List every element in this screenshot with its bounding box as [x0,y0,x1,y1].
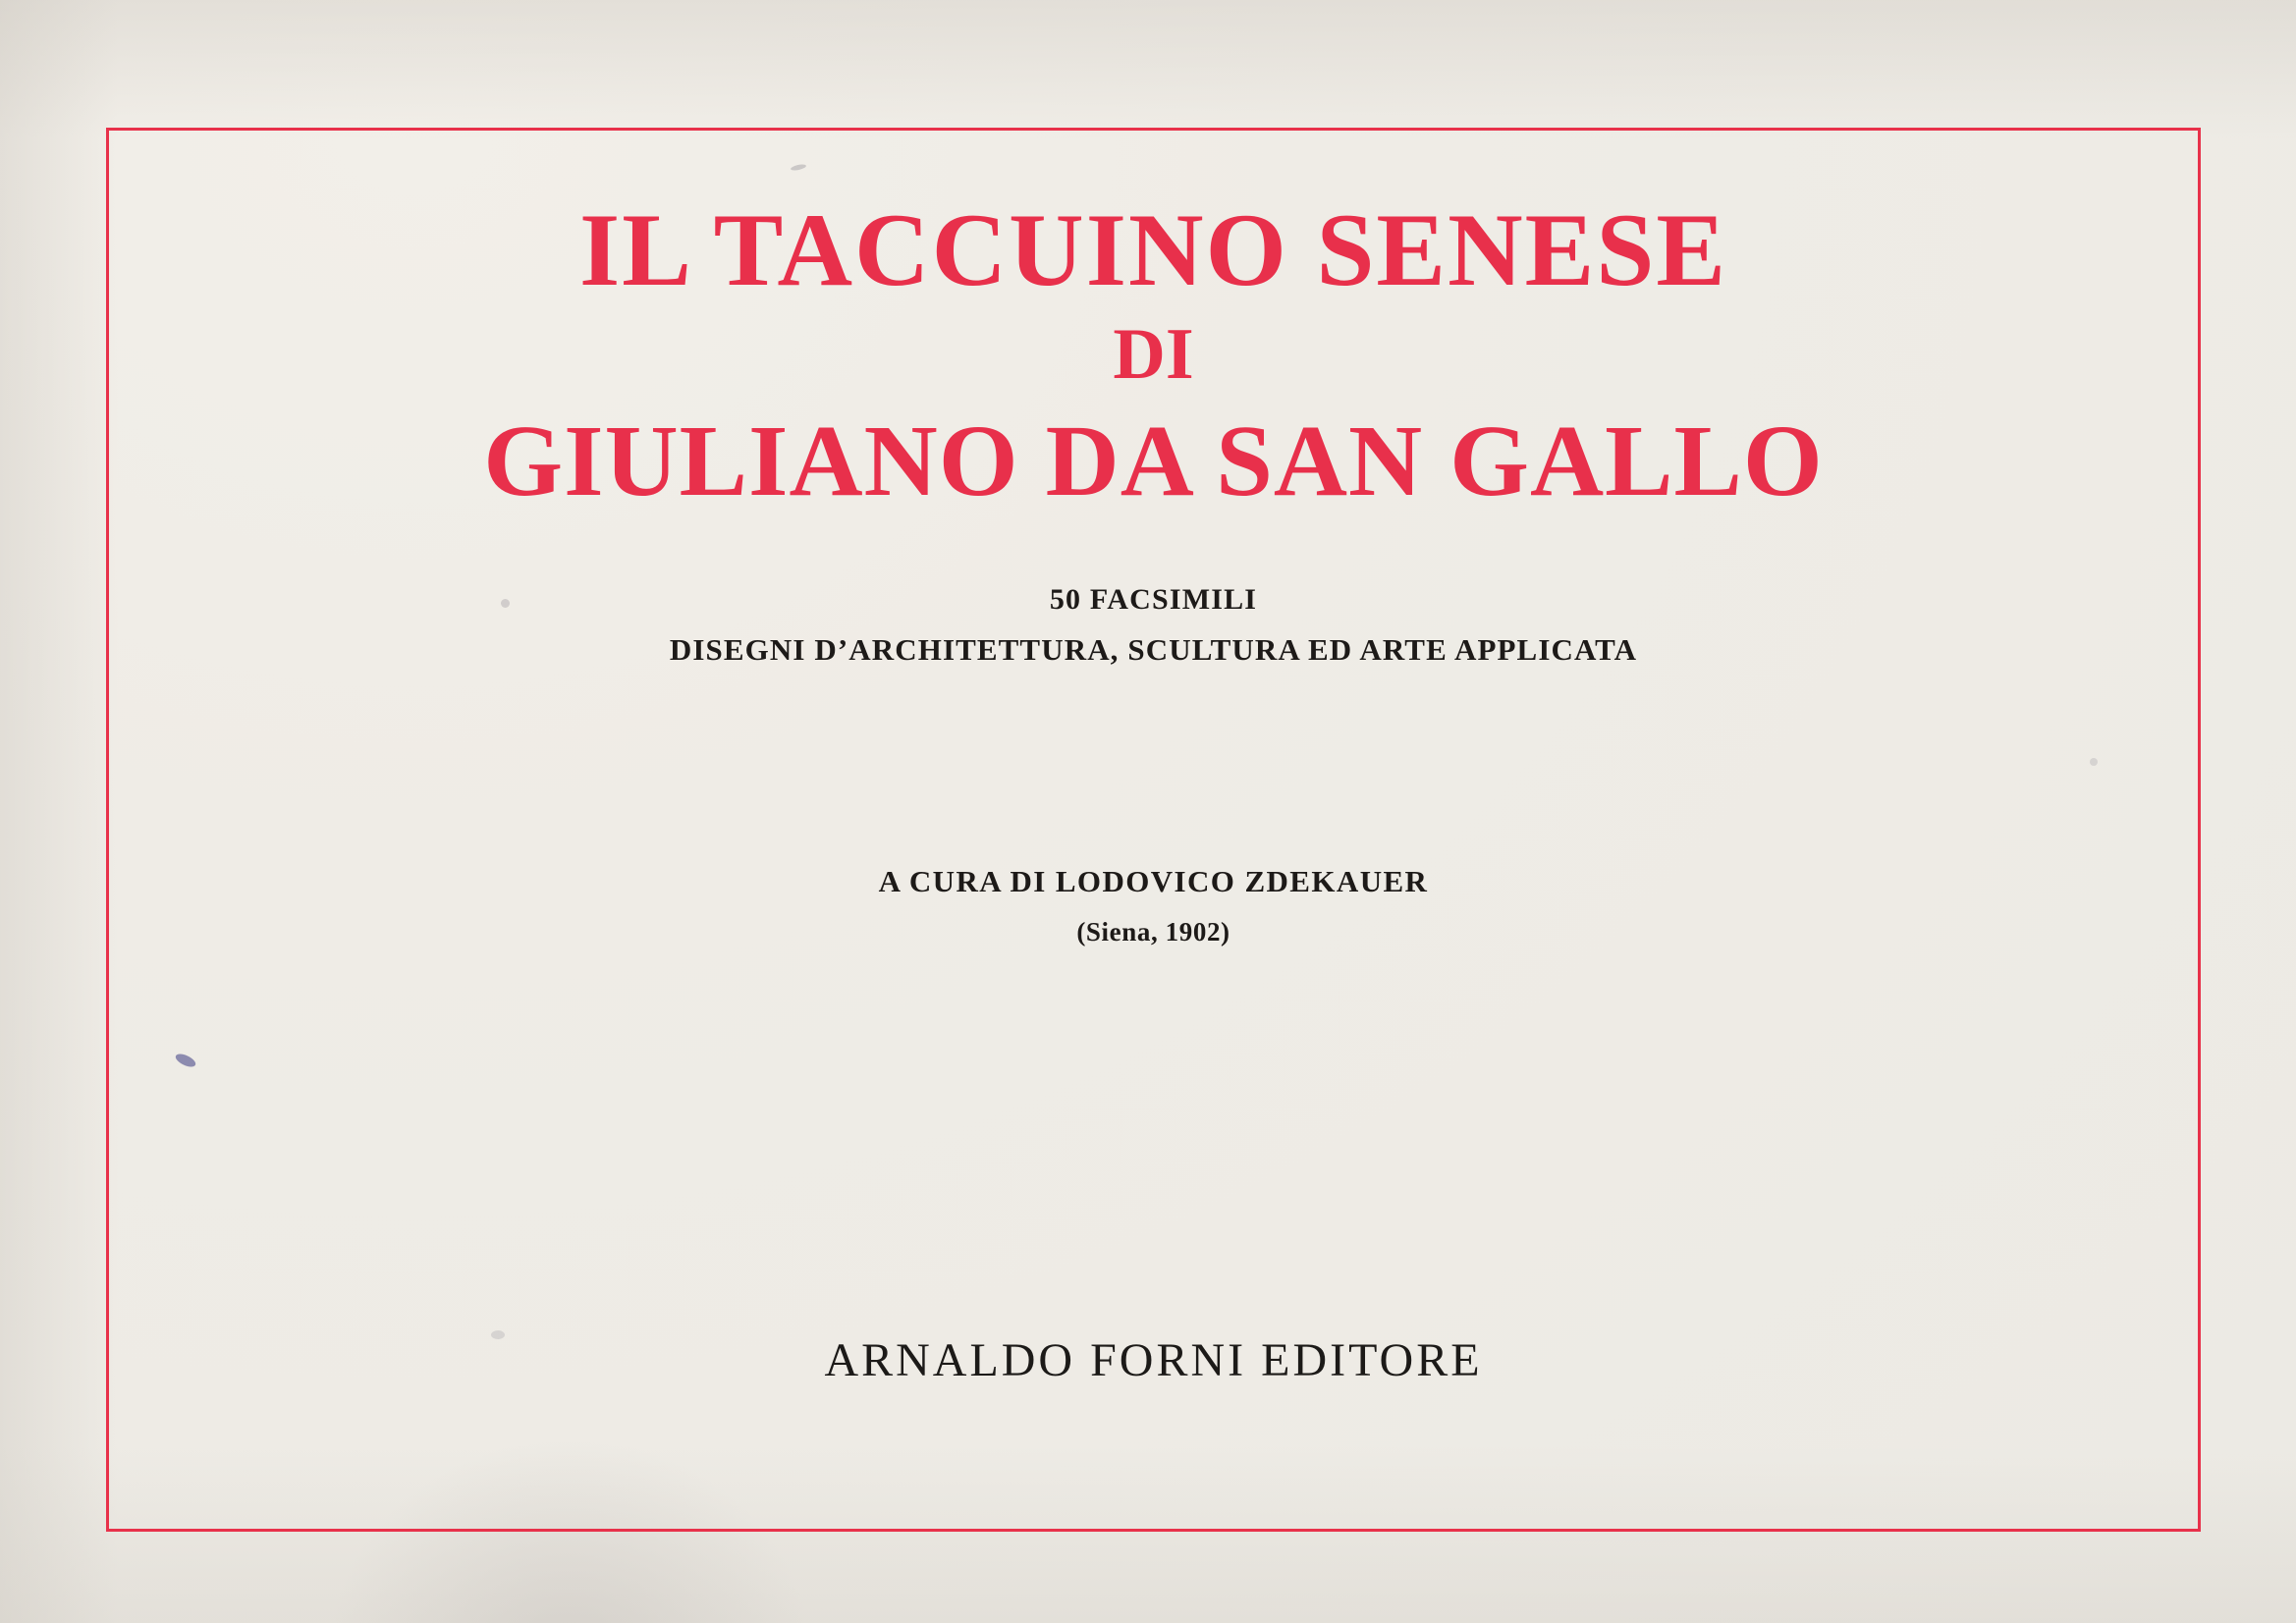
title-page-content [109,131,2198,1529]
editor-credit: A CURA DI LODOVICO ZDEKAUER [878,863,1429,898]
paper-shading-top [0,0,2296,137]
title-author: GIULIANO DA SAN GALLO [483,404,1824,517]
publisher-name: ARNALDO FORNI EDITORE [824,1334,1483,1386]
subtitle-contents: DISEGNI D’ARCHITETTURA, SCULTURA ED ARTE APPLICATA [669,631,1638,667]
title-connector: DI [1113,314,1194,396]
decorative-red-border [106,128,2201,1532]
paper-shading-left [0,0,118,1623]
place-and-date: (Siena, 1902) [1076,916,1230,947]
subtitle-facsimiles: 50 FACSIMILI [1049,582,1258,616]
page-title: IL TACCUINO SENESE [578,192,1728,307]
